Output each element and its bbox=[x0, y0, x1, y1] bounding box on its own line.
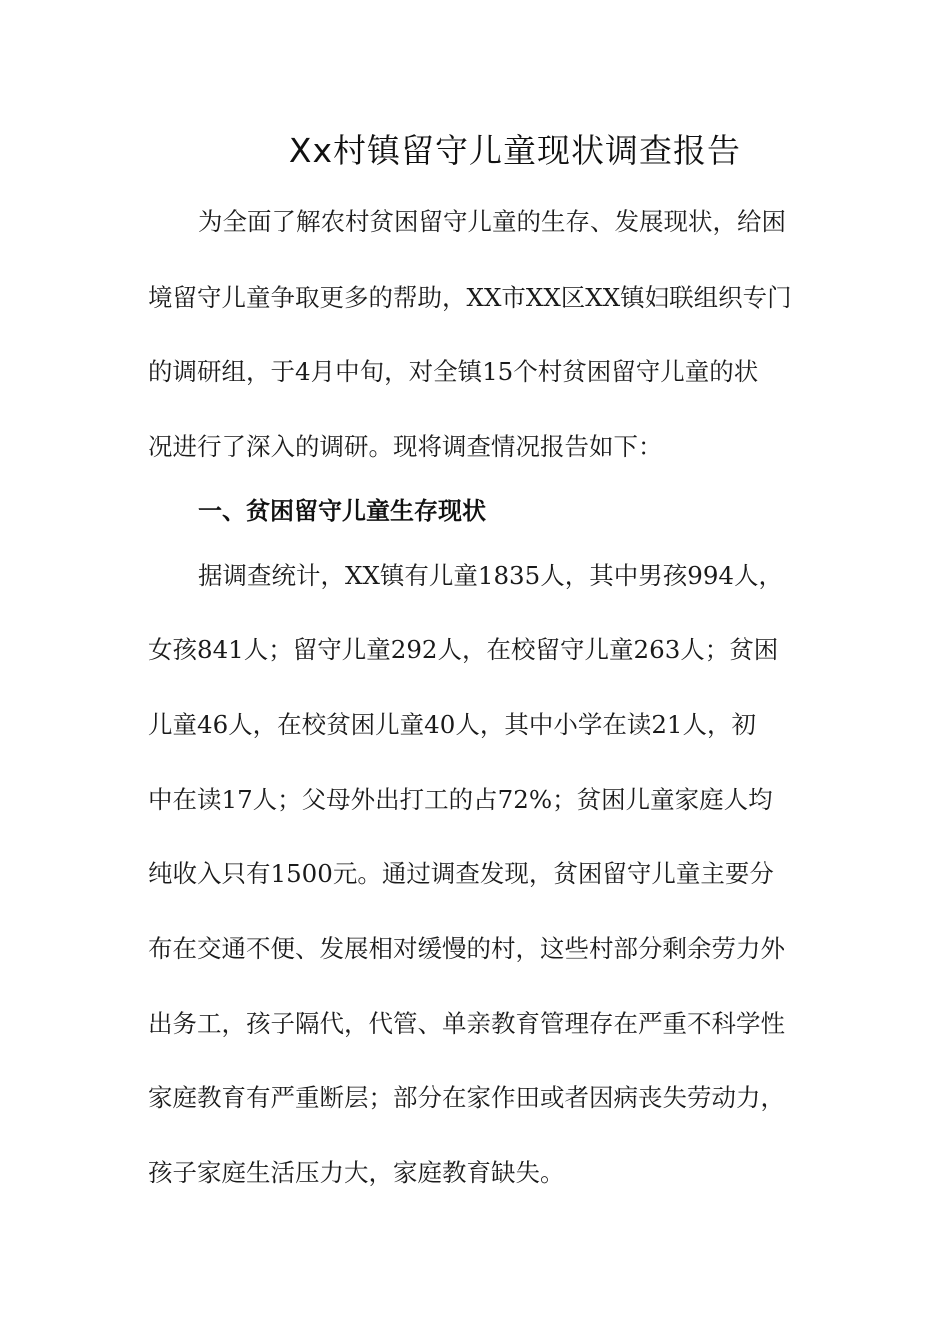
intro-line-4: 况进行了深入的调研。现将调查情况报告如下： bbox=[148, 432, 663, 461]
section-line-9: 孩子家庭生活压力大，家庭教育缺失。 bbox=[148, 1158, 565, 1187]
document-title: Xx村镇留守儿童现状调查报告 bbox=[288, 131, 742, 170]
intro-line-3: 的调研组，于4月中旬，对全镇15个村贫困留守儿童的状 bbox=[148, 357, 759, 386]
section-line-4: 中在读17人；父母外出打工的占72%；贫困儿童家庭人均 bbox=[148, 785, 773, 814]
section-line-3: 儿童46人，在校贫困儿童40人，其中小学在读21人，初 bbox=[148, 710, 757, 739]
section-line-2: 女孩841人；留守儿童292人，在校留守儿童263人；贫困 bbox=[148, 635, 779, 664]
intro-line-1: 为全面了解农村贫困留守儿童的生存、发展现状，给困 bbox=[198, 207, 786, 236]
section-line-5: 纯收入只有1500元。通过调查发现，贫困留守儿童主要分 bbox=[148, 859, 774, 888]
section-line-1: 据调查统计，XX镇有儿童1835人，其中男孩994人， bbox=[198, 561, 783, 590]
intro-line-2: 境留守儿童争取更多的帮助，XX市XX区XX镇妇联组织专门 bbox=[148, 283, 792, 312]
section-line-7: 出务工，孩子隔代，代管、单亲教育管理存在严重不科学性 bbox=[148, 1009, 785, 1038]
section-line-8: 家庭教育有严重断层；部分在家作田或者因病丧失劳动力， bbox=[148, 1083, 785, 1112]
section-line-6: 布在交通不便、发展相对缓慢的村，这些村部分剩余劳力外 bbox=[148, 934, 785, 963]
section-heading: 一、贫困留守儿童生存现状 bbox=[198, 497, 486, 525]
